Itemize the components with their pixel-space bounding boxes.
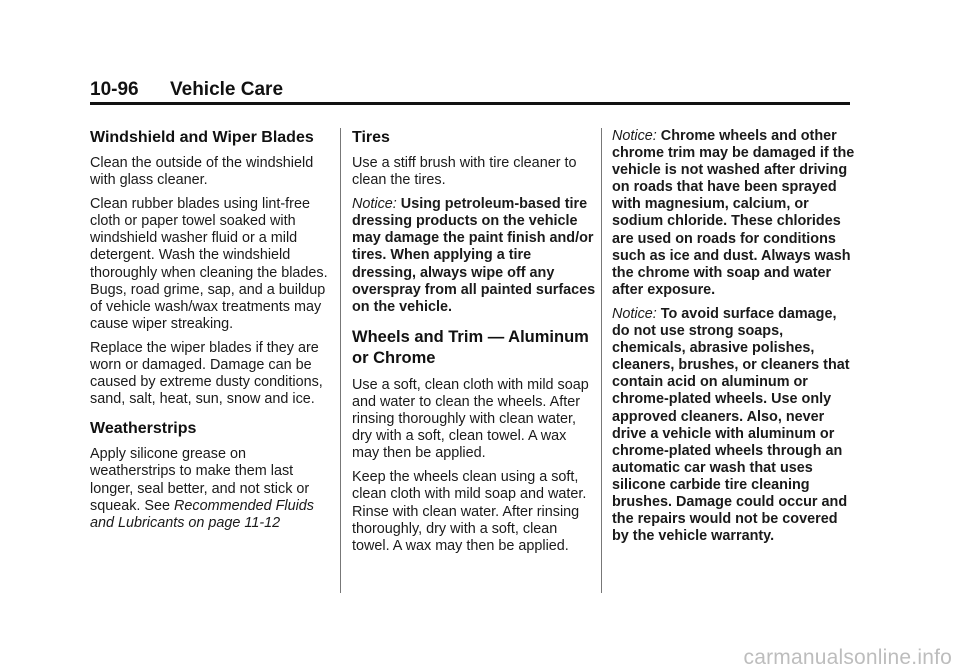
header-rule — [90, 102, 850, 105]
chrome-notice-text: Chrome wheels and other chrome trim may be damaged if the vehicle is not washed after driving on roads that have been sprayed with magnesium, calcium, or sodium chloride. These chlorides are used on roads for conditions such as ice and dust. Always wash the chrome with soap and water after exposure. — [612, 128, 855, 298]
section-title: Vehicle Care — [170, 79, 284, 100]
windshield-paragraph-2: Clean rubber blades using lint-free cloth or paper towel soaked with windshield washer fluid or a mild detergent. Wash the windshield thoroughly when cleaning the blades. Bugs, road grime, sap, and a buildup of vehicle wash/wax treatments may cause wiper streaking. — [90, 196, 328, 332]
wheels-paragraph-2: Keep the wheels clean using a soft, clean cloth with mild soap and water. Rinse with clean water. After rinsing thoroughly, dry with a soft, clean towel. A wax may then be applied. — [352, 469, 587, 554]
lubricants-cross-reference[interactable]: Recommended Fluids and Lubricants on page 11-12 — [90, 497, 314, 531]
column-3 — [612, 128, 857, 552]
wheels-paragraph-1: Use a soft, clean cloth with mild soap and water to clean the wheels. After rinsing thoroughly with clean water, dry with a soft, clean towel. A wax may then be applied. — [352, 376, 589, 462]
surface-damage-notice-text: To avoid surface damage, do not use strong soaps, chemicals, abrasive polishes, cleaners, brushes, or cleaners that contain acid on aluminum or chrome-plated wheels. Use only approved cleaners. Also, never drive a vehicle with aluminum or chrome-plated wheels through an automatic car wash that uses silicone carbide tire cleaning brushes. Damage could occur and the repairs would not be covered by the vehicle warranty. — [612, 305, 850, 545]
tires-heading: Tires — [352, 129, 390, 146]
notice-label: Notice: — [352, 196, 397, 213]
surface-damage-notice — [612, 306, 857, 545]
weatherstrips-heading: Weatherstrips — [90, 420, 197, 438]
wheels-heading: Wheels and Trim — Aluminum or Chrome — [352, 327, 589, 367]
weatherstrips-paragraph — [90, 446, 335, 531]
page-header — [90, 79, 283, 101]
windshield-paragraph-3: Replace the wiper blades if they are worn or damaged. Damage can be caused by extreme dusty conditions, sand, salt, heat, sun, snow and ice. — [90, 339, 323, 408]
column-2 — [352, 128, 597, 562]
tires-notice — [352, 196, 597, 316]
tires-paragraph: Use a stiff brush with tire cleaner to clean the tires. — [352, 155, 577, 189]
tires-notice-text: Using petroleum-based tire dressing products on the vehicle may damage the paint finish and/or tires. When applying a tire dressing, always wipe off any overspray from all painted surfaces on the vehicle. — [352, 196, 596, 315]
column-divider-2 — [601, 128, 602, 593]
notice-label: Notice: — [612, 128, 657, 144]
windshield-paragraph-1: Clean the outside of the windshield with glass cleaner. — [90, 155, 314, 189]
notice-label: Notice: — [612, 305, 657, 322]
column-1 — [90, 128, 335, 539]
column-divider-1 — [340, 128, 341, 593]
chrome-notice — [612, 128, 857, 299]
watermark: carmanualsonline.info — [743, 646, 952, 669]
page-number: 10-96 — [90, 79, 139, 100]
weatherstrips-text: Apply silicone grease on weatherstrips to make them last longer, seal better, and not stick or squeak. See — [90, 446, 310, 514]
windshield-heading: Windshield and Wiper Blades — [90, 129, 314, 146]
